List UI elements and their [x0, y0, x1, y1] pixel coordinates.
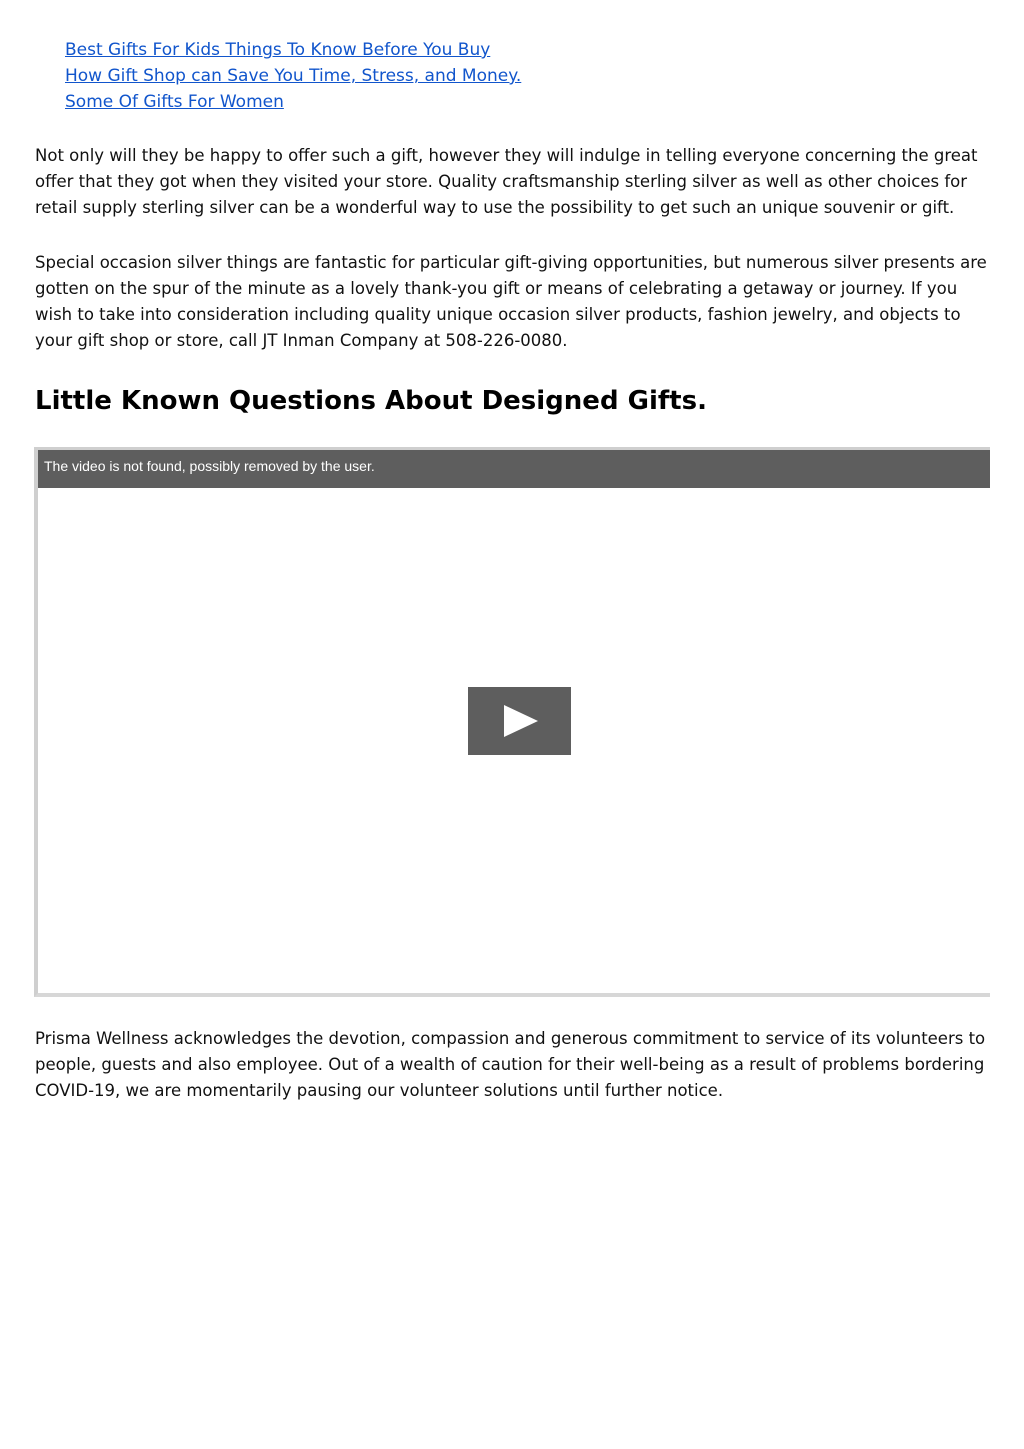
- paragraph-special-occasion-silver: Special occasion silver things are fantastic for particular gift-giving opportunities, but numerous silver presents are gotten on the spur of the minute as a lovely thank-you gift or means of celebrating a getaway or journey. If you wish to take into consideration including quality unique occasion silver products, fashion jewelry, and objects to your gift shop or store, call JT Inman Company at 508-226-0080.: [35, 253, 987, 350]
- link-best-gifts-for-kids[interactable]: Best Gifts For Kids Things To Know Before You Buy: [65, 40, 491, 60]
- link-how-gift-shop[interactable]: How Gift Shop can Save You Time, Stress, and Money.: [65, 66, 522, 86]
- related-link-item: [65, 89, 521, 115]
- paragraph-gift-store: Not only will they be happy to offer such a gift, however they will indulge in telling everyone concerning the great offer that they got when they visited your store. Quality craftsmanship sterling silver as well as other choices for retail supply sterling silver can be a wonderful way to use the possibility to get such an unique souvenir or gift.: [35, 146, 978, 217]
- play-icon: [468, 687, 571, 755]
- video-title-bar: [38, 450, 990, 488]
- video-embed[interactable]: [34, 447, 990, 997]
- video-not-found-message: The video is not found, possibly removed by the user.: [44, 458, 375, 474]
- related-link-item: [65, 63, 521, 89]
- link-gifts-for-women[interactable]: Some Of Gifts For Women: [65, 92, 284, 112]
- section-heading: Little Known Questions About Designed Gifts.: [35, 386, 707, 416]
- related-links-list: [65, 37, 521, 115]
- play-button[interactable]: [468, 687, 571, 755]
- related-link-item: [65, 37, 521, 63]
- paragraph-prisma-wellness: Prisma Wellness acknowledges the devotion, compassion and generous commitment to service of its volunteers to people, guests and also employee. Out of a wealth of caution for their well-being as a result of problems bordering COVID-19, we are momentarily pausing our volunteer solutions until further notice.: [35, 1029, 986, 1100]
